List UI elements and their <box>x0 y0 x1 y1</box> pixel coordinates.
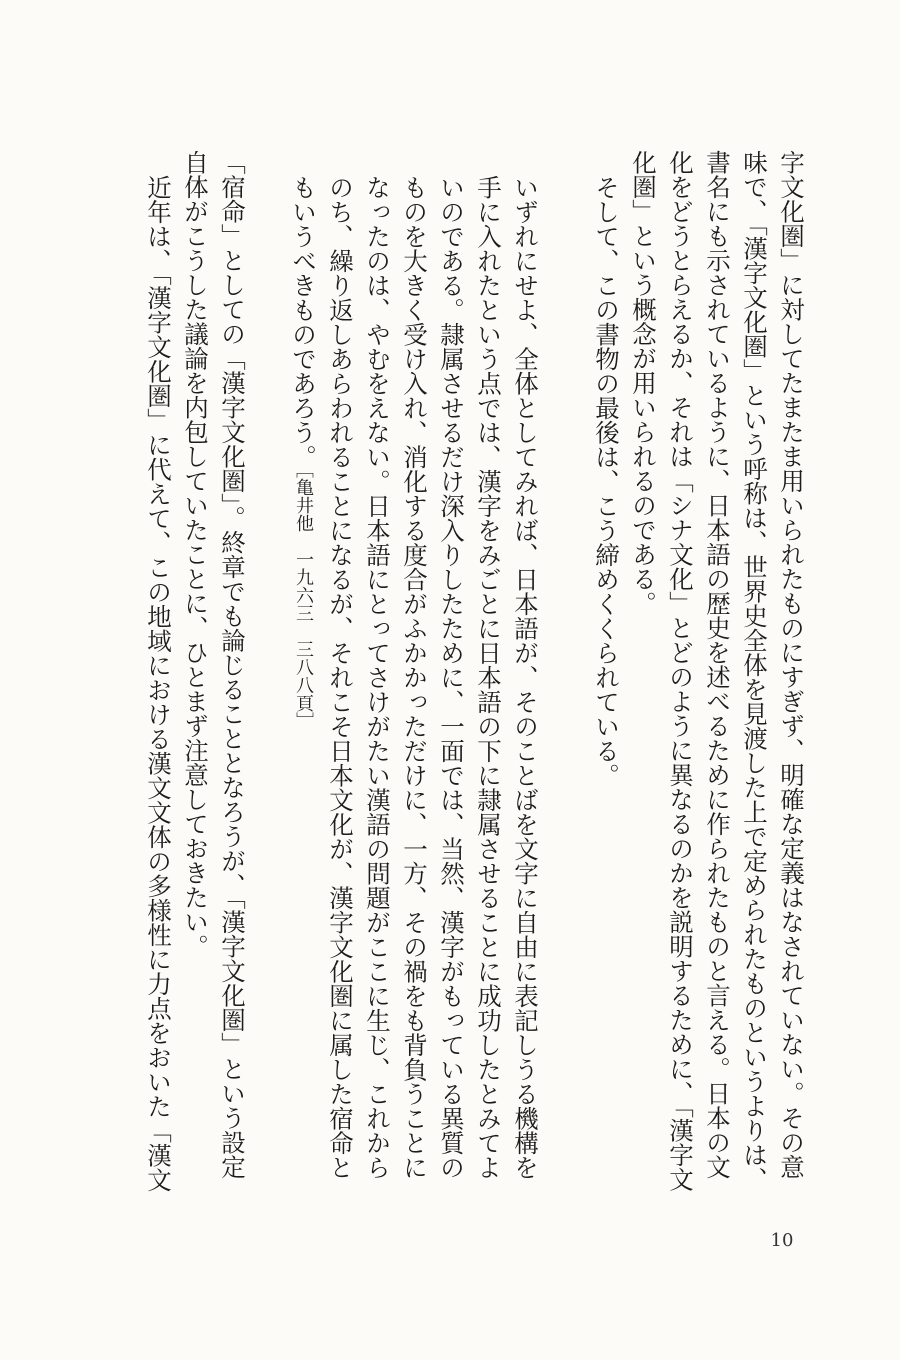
paragraph-intro-quote: そして、この書物の最後は、こう締めくくられている。 <box>592 174 621 787</box>
block-quote <box>285 150 544 1200</box>
paragraph-destiny: 「宿命」としての「漢字文化圏」。終章でも論じることとなろうが、「漢字文化圏」という設定自体がこうした議論を内包していたことに、ひとまず注意しておきたい。 <box>181 150 247 1179</box>
paragraph-recent: 近年は、「漢字文化圏」に代えて、この地域における漢文文体の多様性に力点をおいた「漢文 <box>144 174 173 1192</box>
quote-text: いずれにせよ、全体としてみれば、日本語が、そのことばを文字に自由に表記しうる機構を手に入れたという点では、漢字をみごとに日本語の下に隷属させることに成功したとみてよいのである。隷属させるだけ深入りしたために、一面では、当然、漢字がもっている異質のものを大きく受け入れ、消化する度合がふかかっただけに、一方、その禍をも背負うことになったのは、やむをえない。日本語にとってさけがたい漢語の問題がここに生じ、これからのち、繰り返しあらわれることになるが、それこそ日本文化が、漢字文化圏に属した宿命ともいうべきものであろう。 <box>289 174 540 1179</box>
page-number: 10 <box>770 1230 794 1251</box>
vertical-text-body <box>120 150 810 1200</box>
quote-citation: ［亀井他 一九六三 三八八頁］ <box>293 468 314 730</box>
paragraph-continued: 字文化圏」に対してたまたま用いられたものにすぎず、明確な定義はなされていない。その意味で、「漢字文化圏」という呼称は、世界史全体を見渡した上で定められたものというよりは、書名にも示されているように、日本語の歴史を述べるために作られたものと言える。日本の文化をどうとらえるか、それは「シナ文化」とどのように異なるのかを説明するために、「漢字文化圏」という概念が用いられるのである。 <box>629 150 806 1192</box>
